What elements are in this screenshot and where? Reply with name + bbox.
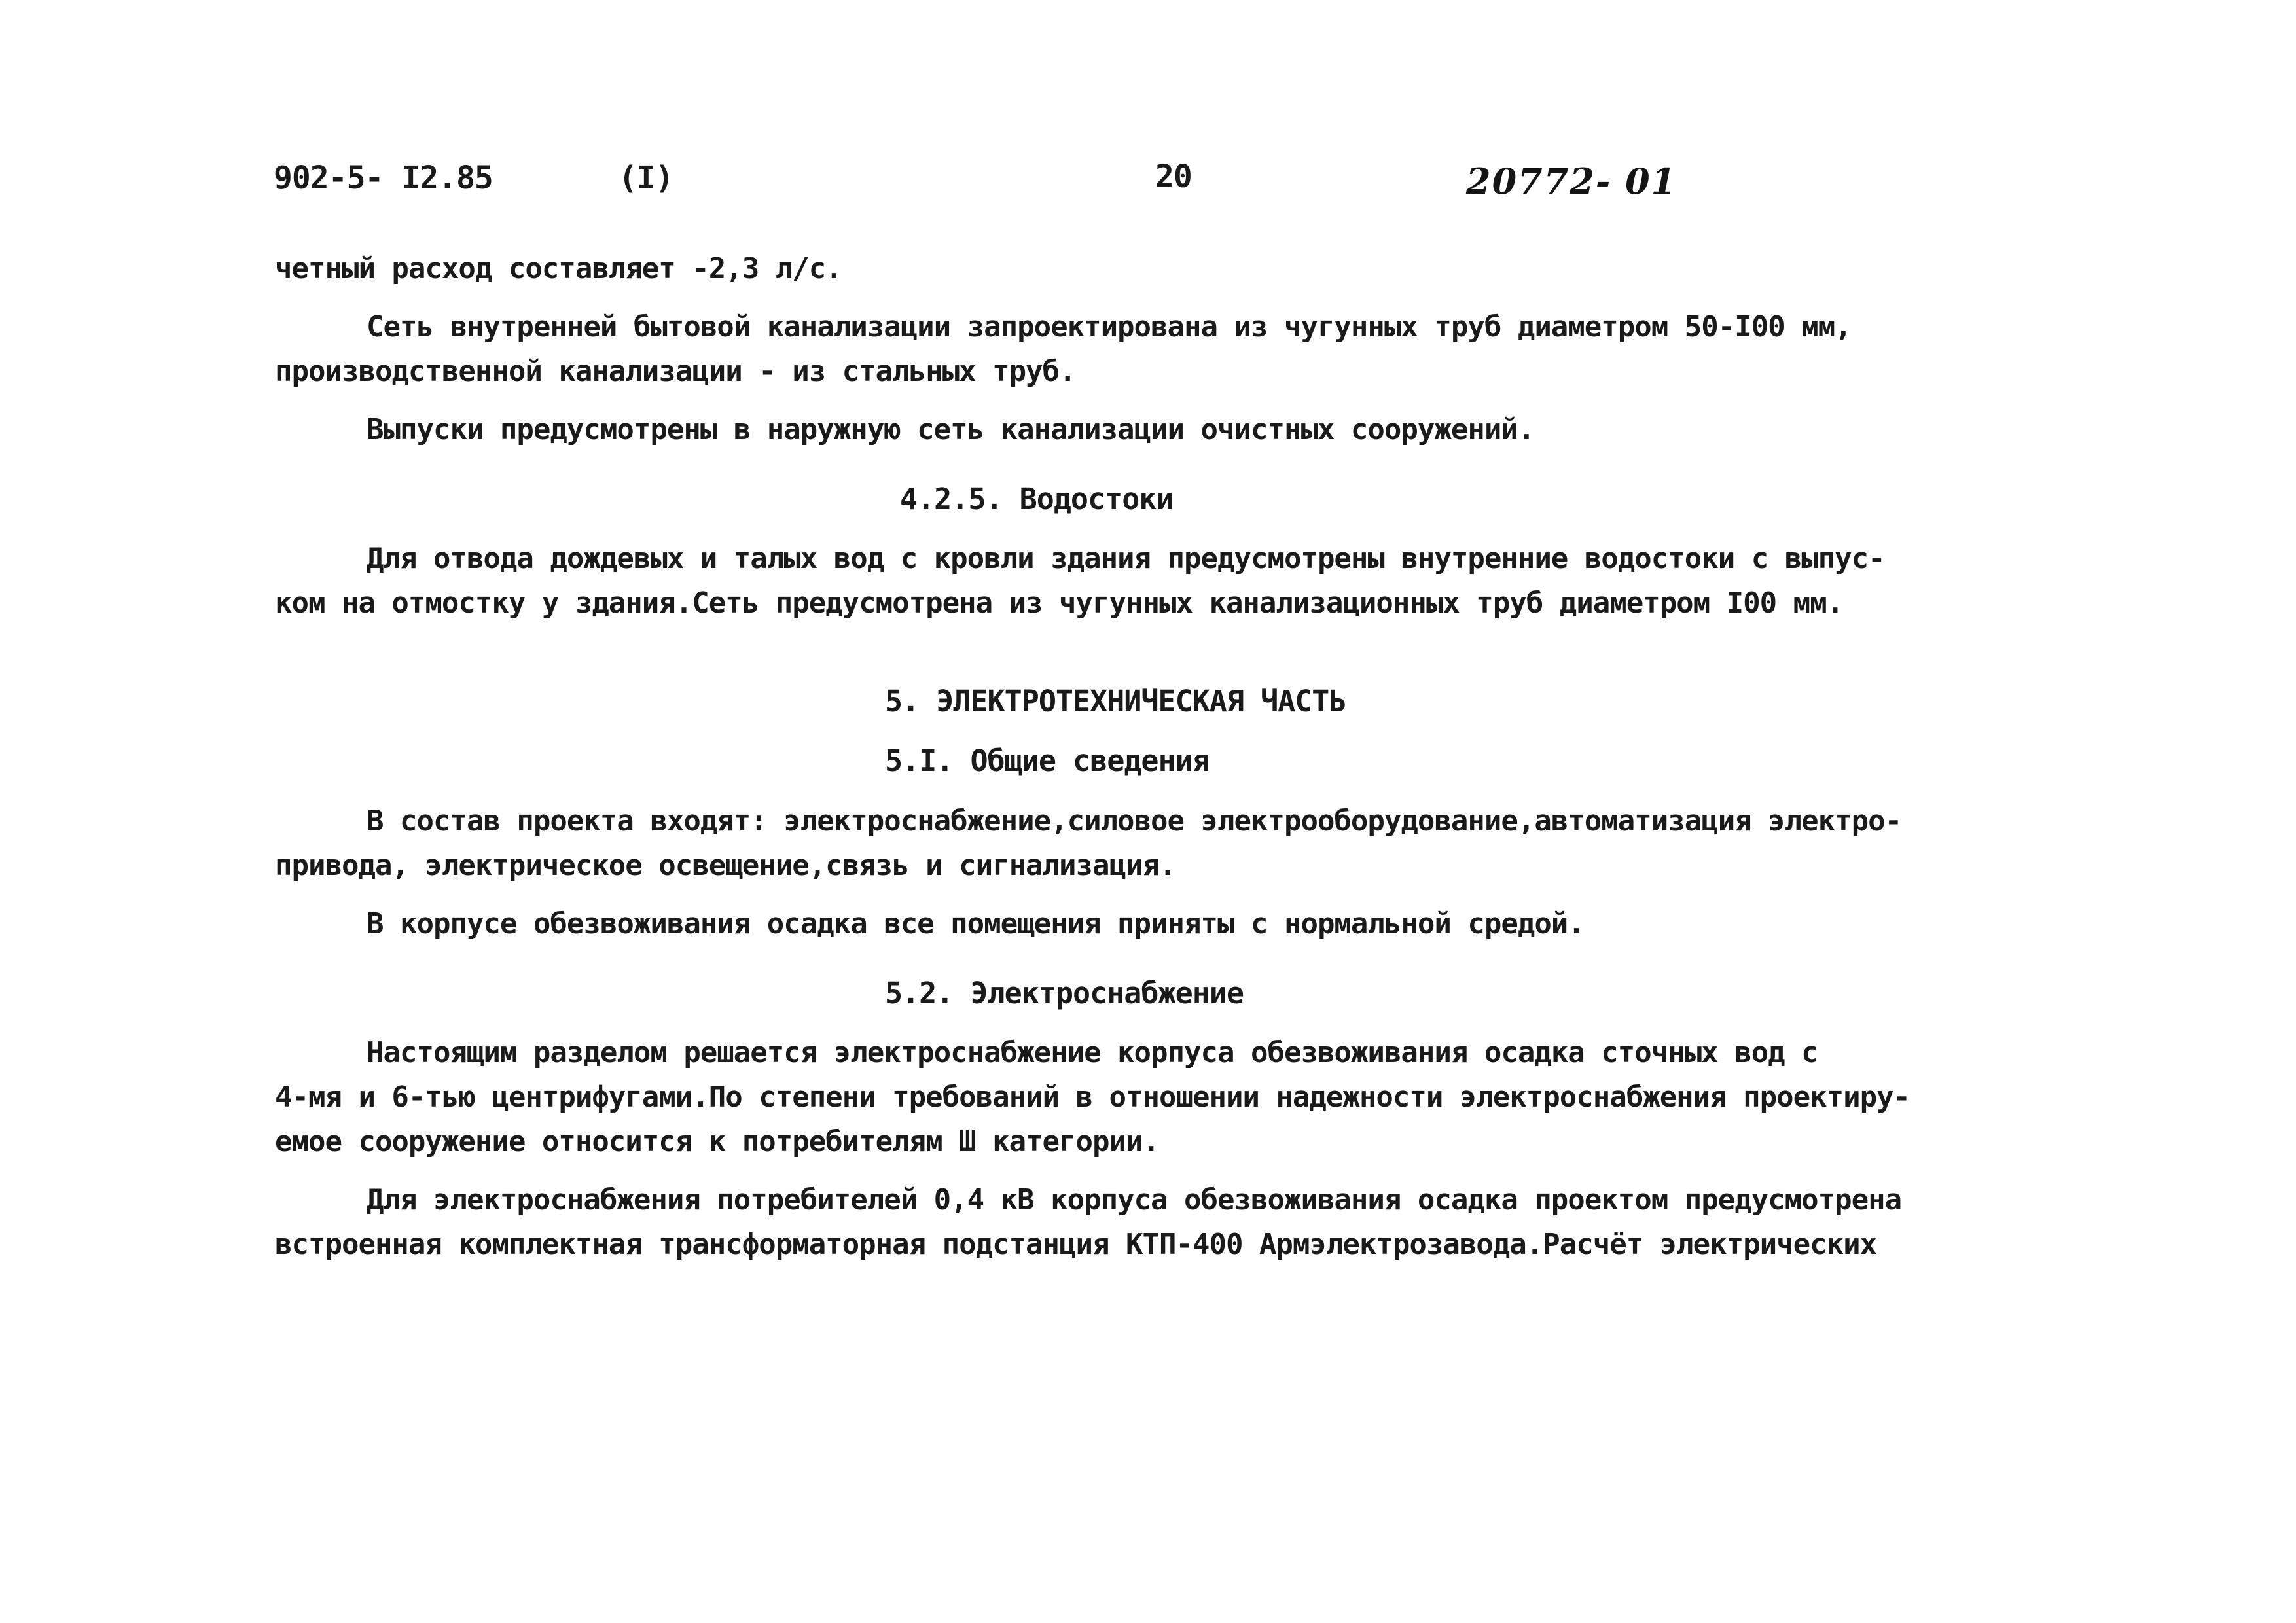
- text-line-9: В корпусе обезвоживания осадка все помещения приняты с нормальной средой.: [367, 907, 1585, 940]
- album-number: (I): [619, 160, 673, 196]
- doc-code: 902-5- I2.85: [274, 160, 493, 196]
- page-number: 20: [1155, 158, 1192, 195]
- text-line-5: Для отвода дождевых и талых вод с кровли здания предусмотрены внутренние водостоки с выпус-: [367, 542, 1885, 575]
- text-line-6: ком на отмостку у здания.Сеть предусмотрена из чугунных канализационных труб диаметром I00 мм.: [275, 586, 1844, 620]
- text-line-11: 4-мя и 6-тью центрифугами.По степени требований в отношении надежности электроснабжения проектиру-: [275, 1080, 1910, 1114]
- text-line-12: емое сооружение относится к потребителям Ш категории.: [275, 1125, 1159, 1158]
- section-heading-5-2: 5.2. Электроснабжение: [885, 976, 1244, 1010]
- text-line-7: В состав проекта входят: электроснабжение,силовое электрооборудование,автоматизация электро-: [367, 804, 1902, 838]
- text-line-14: встроенная комплектная трансформаторная подстанция КТП-400 Армэлектрозавода.Расчёт электрических: [275, 1228, 1877, 1261]
- text-line-3: производственной канализации - из стальных труб.: [275, 355, 1076, 388]
- text-line-10: Настоящим разделом решается электроснабжение корпуса обезвоживания осадка сточных вод с: [367, 1036, 1818, 1069]
- text-line-13: Для электроснабжения потребителей 0,4 кВ корпуса обезвоживания осадка проектом предусмотрена: [367, 1183, 1902, 1217]
- text-line-2: Сеть внутренней бытовой канализации запроектирована из чугунных труб диаметром 50-I00 мм,: [367, 310, 1852, 344]
- inventory-number: 20772- 01: [1466, 160, 1677, 202]
- text-line-1: четный расход составляет -2,3 л/с.: [275, 252, 842, 285]
- text-line-4: Выпуски предусмотрены в наружную сеть канализации очистных сооружений.: [367, 413, 1535, 446]
- text-line-8: привода, электрическое освещение,связь и сигнализация.: [275, 849, 1176, 882]
- section-heading-5-1: 5.I. Общие сведения: [885, 743, 1210, 778]
- section-heading-5: 5. ЭЛЕКТРОТЕХНИЧЕСКАЯ ЧАСТЬ: [885, 684, 1346, 719]
- section-heading-4-2-5: 4.2.5. Водостоки: [900, 482, 1174, 516]
